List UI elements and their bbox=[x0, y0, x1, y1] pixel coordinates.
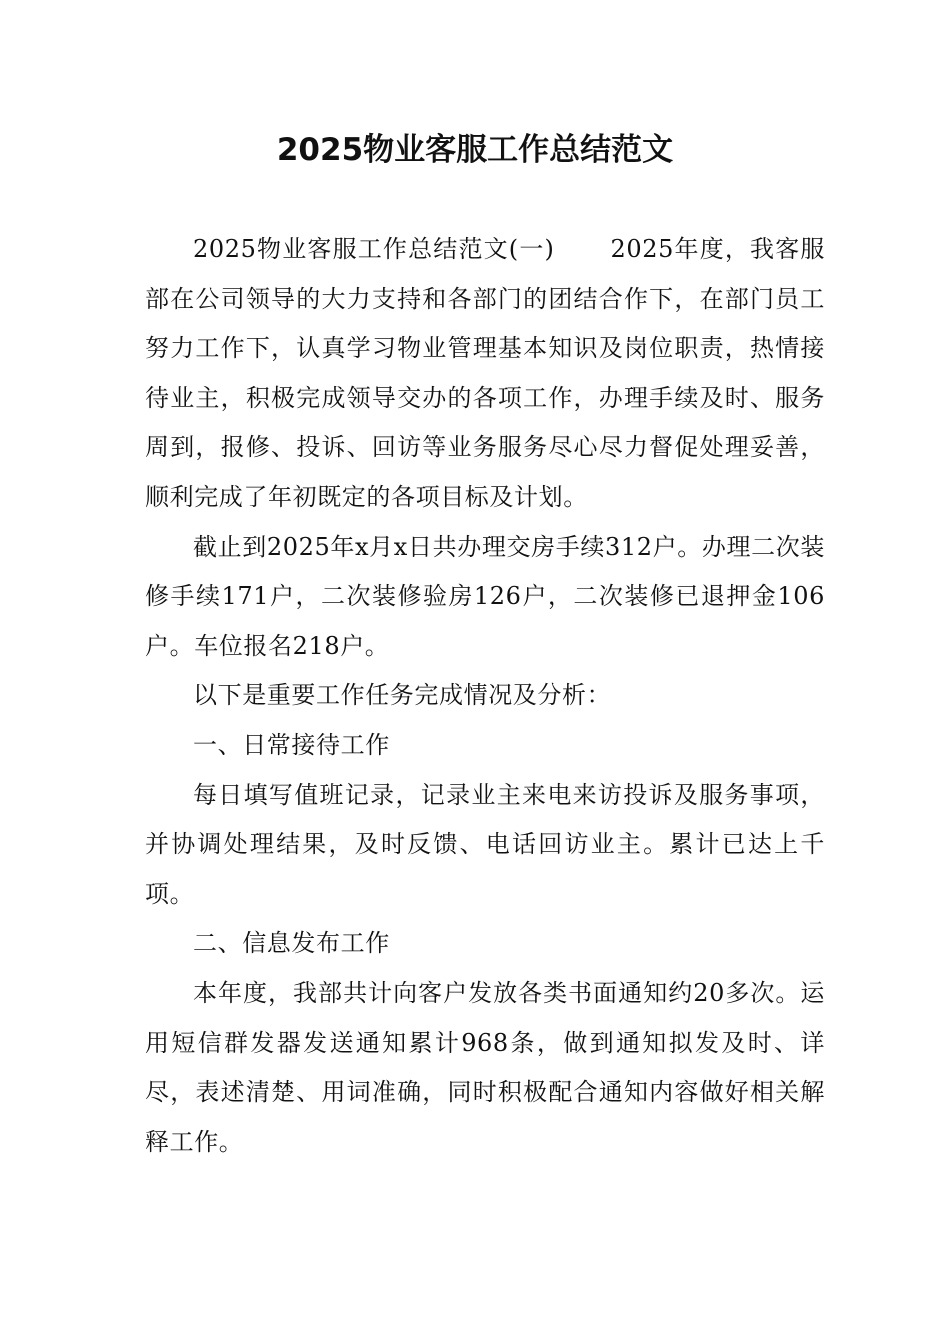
section-heading-daily-reception: 一、日常接待工作 bbox=[193, 730, 390, 759]
paragraph-info-release: 本年度，我部共计向客户发放各类书面通知约20多次。运用短信群发器发送通知累计968条，做到通知拟发及时、详尽，表述清楚、用词准确，同时积极配合通知内容做好相关解释工作。 bbox=[145, 978, 825, 1156]
paragraph-intro-text: 2025年度，我客服部在公司领导的大力支持和各部门的团结合作下，在部门员工努力工作下，认真学习物业管理基本知识及岗位职责，热情接待业主，积极完成领导交办的各项工作，办理手续及时、服务周到，报修、投诉、回访等业务服务尽心尽力督促处理妥善，顺利完成了年初既定的各项目标及计划。 bbox=[145, 235, 825, 511]
paragraph-summary-intro: 以下是重要工作任务完成情况及分析： bbox=[193, 681, 612, 710]
document-body bbox=[145, 225, 825, 1167]
paragraph-daily-reception: 每日填写值班记录，记录业主来电来访投诉及服务事项，并协调处理结果，及时反馈、电话回访业主。累计已达上千项。 bbox=[145, 780, 825, 908]
section-heading-info-release: 二、信息发布工作 bbox=[193, 929, 390, 958]
paragraph-statistics: 截止到2025年x月x日共办理交房手续312户。办理二次装修手续171户，二次装修验房126户，二次装修已退押金106户。车位报名218户。 bbox=[145, 532, 825, 660]
paragraph-intro-lead: 2025物业客服工作总结范文(一) bbox=[193, 235, 555, 263]
paragraph-intro bbox=[145, 225, 825, 523]
document-title: 2025物业客服工作总结范文 bbox=[276, 132, 674, 168]
